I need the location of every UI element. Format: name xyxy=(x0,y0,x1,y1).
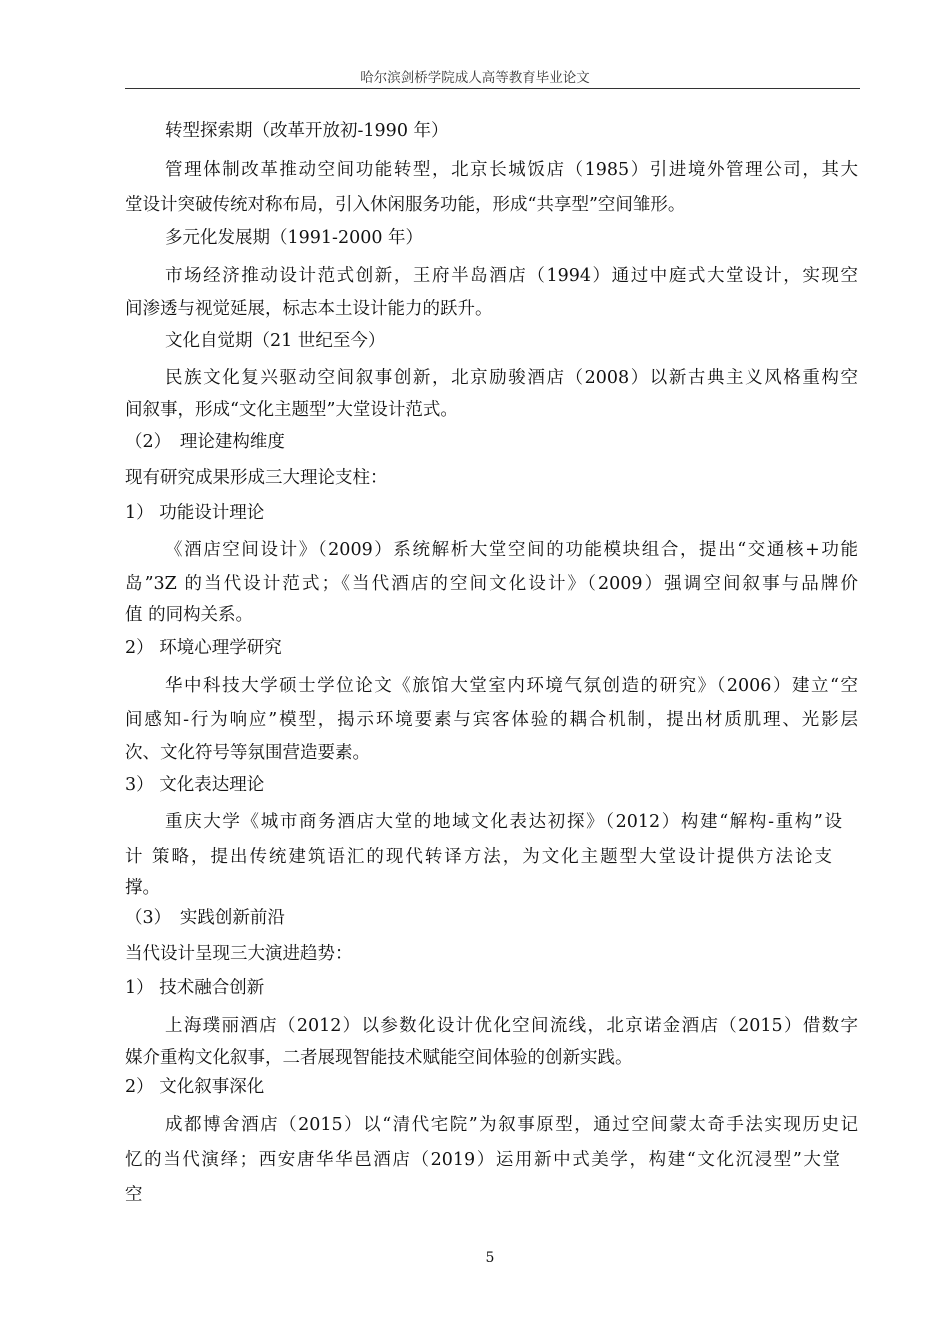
paragraph-line: 间感知-行为响应”模型，揭示环境要素与宾客体验的耦合机制，提出材质肌理、光影层 xyxy=(125,710,858,730)
paragraph-line: 管理体制改革推动空间功能转型，北京长城饭店（1985）引进境外管理公司，其大 xyxy=(165,160,858,180)
paragraph-line: 空 xyxy=(125,1185,143,1205)
paragraph-line: 媒介重构文化叙事，二者展现智能技术赋能空间体验的创新实践。 xyxy=(125,1048,633,1068)
paragraph-line: 重庆大学《城市商务酒店大堂的地域文化表达初探》（2012）构建“解构-重构”设 xyxy=(165,812,842,832)
subheading: 转型探索期（改革开放初-1990 年） xyxy=(165,121,449,141)
paragraph-line: 撑。 xyxy=(125,878,160,898)
paragraph-line: 当代设计呈现三大演进趋势： xyxy=(125,944,353,964)
paragraph-line: 次、文化符号等氛围营造要素。 xyxy=(125,743,370,763)
paragraph-line: 堂设计突破传统对称布局，引入休闲服务功能，形成“共享型”空间雏形。 xyxy=(125,195,686,215)
paragraph-line: 现有研究成果形成三大理论支柱： xyxy=(125,468,388,488)
paragraph-line: 《酒店空间设计》（2009）系统解析大堂空间的功能模块组合，提出“交通核+功能 xyxy=(165,540,858,560)
subheading: 文化自觉期（21 世纪至今） xyxy=(165,331,386,351)
list-heading: 1） 功能设计理论 xyxy=(125,503,265,523)
paragraph-line: 华中科技大学硕士学位论文《旅馆大堂室内环境气氛创造的研究》（2006）建立“空 xyxy=(165,676,858,696)
paragraph-line: 上海璞丽酒店（2012）以参数化设计优化空间流线，北京诺金酒店（2015）借数字 xyxy=(165,1016,858,1036)
list-heading: 2） 环境心理学研究 xyxy=(125,638,282,658)
paragraph-line: 值 的同构关系。 xyxy=(125,605,254,625)
list-heading: 1） 技术融合创新 xyxy=(125,978,265,998)
paragraph-line: 岛”3Z 的当代设计范式；《当代酒店的空间文化设计》（2009）强调空间叙事与品牌价 xyxy=(125,574,858,594)
paragraph-line: 成都博舍酒店（2015）以“清代宅院”为叙事原型，通过空间蒙太奇手法实现历史记 xyxy=(165,1115,858,1135)
section-heading: （3） 实践创新前沿 xyxy=(125,908,285,928)
paragraph-line: 民族文化复兴驱动空间叙事创新，北京励骏酒店（2008）以新古典主义风格重构空 xyxy=(165,368,858,388)
page-number: 5 xyxy=(485,1250,495,1266)
list-heading: 2） 文化叙事深化 xyxy=(125,1077,265,1097)
paragraph-line: 间渗透与视觉延展，标志本土设计能力的跃升。 xyxy=(125,299,493,319)
paragraph-line: 市场经济推动设计范式创新，王府半岛酒店（1994）通过中庭式大堂设计，实现空 xyxy=(165,266,858,286)
paragraph-line: 计 策略，提出传统建筑语汇的现代转译方法，为文化主题型大堂设计提供方法论支 xyxy=(125,847,832,867)
paragraph-line: 忆的当代演绎；西安唐华华邑酒店（2019）运用新中式美学，构建“文化沉浸型”大堂 xyxy=(125,1150,840,1170)
list-heading: 3） 文化表达理论 xyxy=(125,775,265,795)
header-rule xyxy=(125,88,860,89)
section-heading: （2） 理论建构维度 xyxy=(125,432,285,452)
page-header: 哈尔滨剑桥学院成人高等教育毕业论文 xyxy=(360,70,590,86)
paragraph-line: 间叙事，形成“文化主题型”大堂设计范式。 xyxy=(125,400,458,420)
subheading: 多元化发展期（1991-2000 年） xyxy=(165,228,424,248)
